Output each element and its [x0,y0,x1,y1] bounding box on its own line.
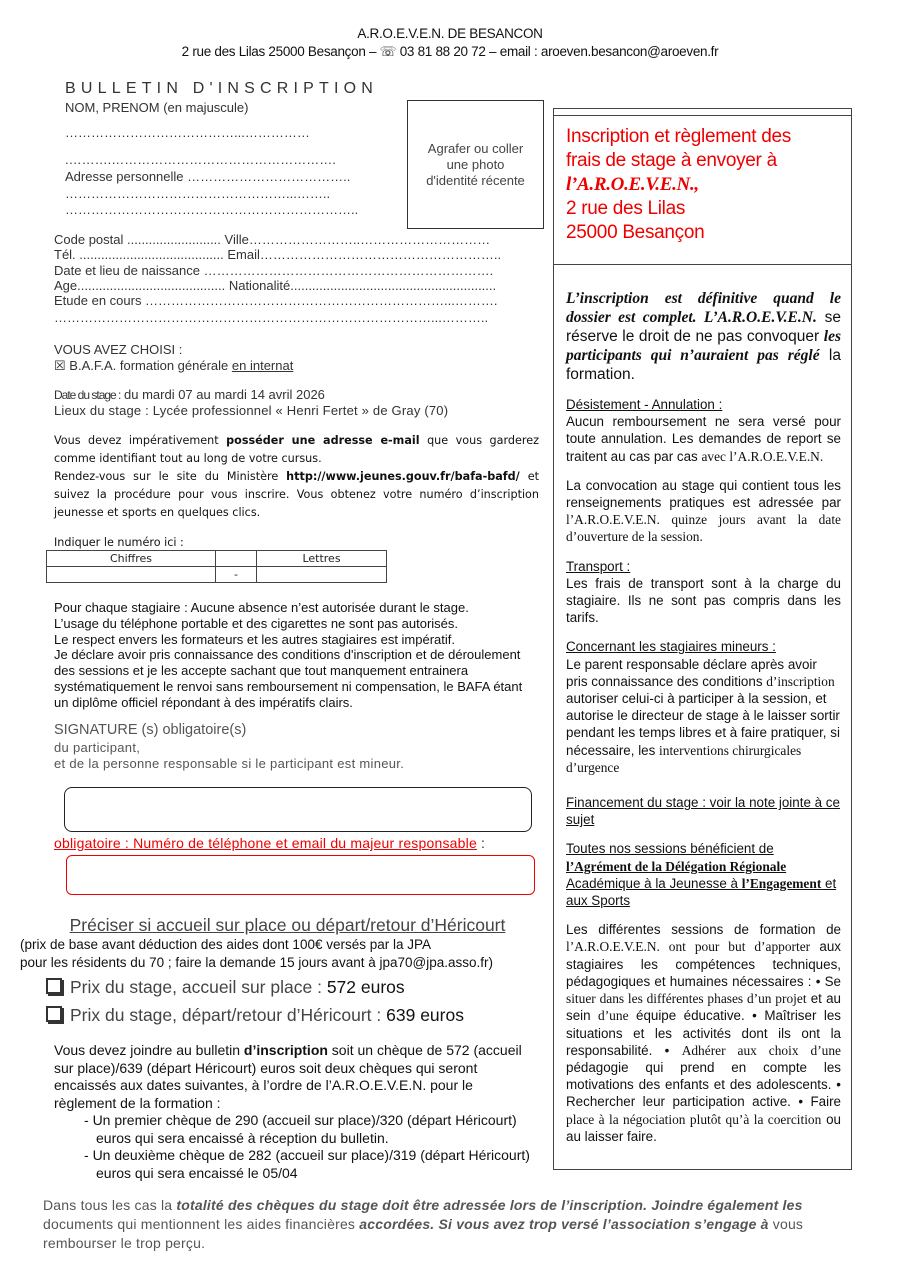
study-line-2[interactable]: ……………………………………………………………………………...……….. [54,310,489,325]
org-address: 2 rue des Lilas 25000 Besançon [181,44,366,59]
col-lettres: Lettres [257,551,387,567]
text-segment: d’inscription [243,1042,328,1058]
text-segment: L’inscription est définitive quand le dossier est complet. L’A.R.O.E.V.E.N. [566,290,841,326]
send-to-org: l’A.R.O.E.V.E.N., [566,174,699,195]
org-name: A.R.O.E.V.E.N. DE BESANCON [357,26,543,41]
text-segment: les participants qui n’auraient pas réglé [566,328,841,364]
signature-box[interactable] [64,787,532,832]
rule: L’usage du téléphone portable et des cigarettes ne sont pas autorisés. [54,615,459,631]
mandatory-note [54,835,485,851]
address-line-3[interactable]: ………………………………………………………….. [65,202,359,217]
signature-line-1: du participant, [54,740,141,755]
text-segment: Vous devez joindre au bulletin [54,1042,244,1058]
send-to-city: 25000 Besançon [566,222,705,243]
name-label: NOM, PRENOM (en majuscule) [65,100,249,115]
rules-block [54,600,539,711]
price-option-onsite[interactable] [46,977,405,998]
mandatory-text: obligatoire : Numéro de téléphone et email du majeur responsable [54,835,477,851]
text-segment: d’une [598,1008,629,1024]
payment-item: - Un deuxième chèque de 282 (accueil sur place)/319 (départ Héricourt) euros qui sera encaissé le 05/04 [96,1147,534,1182]
minors-text [566,656,841,776]
org-email[interactable]: aroeven.besancon@aroeven.fr [540,44,719,59]
text-segment: Adhérer aux choix d’une [681,1042,841,1058]
pricing-note-2: pour les résidents du 70 ; faire la demande 15 jours avant à jpa70@jpa.asso.fr) [20,954,493,970]
org-phone: 03 81 88 20 72 [399,44,486,59]
birth-field[interactable]: Date et lieu de naissance …………………………………………………………. [54,263,494,278]
footer-note [43,1196,858,1253]
text-segment: Les différentes sessions de formation de [566,922,841,938]
photo-box [407,100,544,229]
email-notice-2 [54,468,539,522]
choice-heading: VOUS AVEZ CHOISI : [54,342,183,357]
choice-label-underlined: en internat [231,358,294,373]
text-segment: soit un chèque de 572 (accueil sur place)/639 (départ Héricourt) euros soit deux chèques qui seront encaissés aux dates suivantes, à l’ordre de l’A.R.O.E.V.E.N. pour le règlement de la formation : [54,1042,522,1111]
text-segment: Aucun remboursement ne sera versé pour toute annulation. Les demandes de report se traitent au cas par cas [566,414,841,464]
payment-block [54,1042,534,1182]
signature-subtitle [54,740,404,772]
desist-title: Désistement - Annulation : [566,397,723,412]
text-segment: l’Engagement [741,875,822,891]
sessions-text [566,921,841,1145]
price-value: 572 euros [326,977,405,997]
convocation-text [566,477,841,546]
transport-text: Les frais de transport sont à la charge du stagiaire. Ils ne sont pas compris dans les tarifs. [566,575,841,626]
telephone-icon: ☏ [379,44,397,59]
text-segment: La convocation au stage qui contient tous les renseignements pratiques est adressée par [566,477,841,511]
checked-box-icon[interactable]: ☒ [54,358,66,373]
text-segment: accordées. Si vous avez trop versé l’association s’engage à [359,1216,769,1232]
funding-note: Financement du stage : voir la note jointe à ce sujet [566,795,840,828]
text-segment: l’A.R.O.E.V.E.N. quinze jours avant la date d’ouverture de la session. [566,512,841,545]
text-segment: d’inscription [766,673,835,689]
send-to-block [554,115,851,265]
text-segment: la formation. [566,347,841,383]
info-body [566,289,841,1157]
name-field-2[interactable]: .……….……………………………………………. [65,152,336,167]
text-segment: l’A.R.O.E.V.E.N. ont pour but d’apporter [566,939,811,955]
text-segment: vous rembourser le trop perçu. [43,1216,804,1251]
mandatory-colon: : [476,835,486,851]
stage-date-label: Date du stage : [54,388,121,402]
text-segment: totalité des chèques du stage doit être adressée lors de l’inscription. Joindre également les [176,1197,803,1213]
col-empty [216,551,257,567]
chiffres-input[interactable] [47,567,216,583]
email-notice-1 [54,432,539,468]
text-segment: se réserve le droit de ne pas convoquer [566,309,841,345]
choice-option [54,358,293,374]
form-title: BULLETIN D'INSCRIPTION [65,80,379,97]
price-option-hericourt[interactable] [46,1005,464,1026]
text-segment: Rendez-vous sur le site du Ministère [54,470,287,483]
checkbox-icon[interactable] [46,978,62,994]
text-segment: autoriser celui-ci à participer à la session, et autorise le directeur de stage à le laisser sortir pendant les temps libres et à faire pratiquer, si nécessaire, les [566,691,840,758]
text-segment: Vous devez impérativement [54,434,227,447]
text-segment: Toutes nos sessions bénéficient de [566,841,774,857]
rule: Je déclare avoir pris connaissance des conditions d'inscription et de déroulement des sessions et je les accepte sachant que tout manquement entrainera systématiquement le renvoi sans remboursement ni compensation, le BAFA étant un diplôme officiel répondant à des impératifs clairs. [54,647,523,710]
pricing-note [20,936,493,971]
rule: Pour chaque stagiaire : Aucune absence n’est autorisée durant le stage. [54,600,469,615]
info-column [553,108,852,1170]
price-label: Prix du stage, départ/retour d’Héricourt : [70,1005,382,1025]
text-segment: Académique à la Jeunesse à [566,875,742,891]
pricing-note-1: (prix de base avant déduction des aides dont 100€ versés par la JPA [20,937,432,952]
text-segment: aux stagiaires les compétences techniques, pédagogiques et humaines nécessaires : • Se [566,939,842,989]
number-table [46,550,387,583]
postal-city-field[interactable]: Code postal .......................... Ville……………………..………………………… [54,232,491,247]
text-segment: interventions chirurgicales d’urgence [566,742,802,775]
text-segment: et au sein [566,991,841,1024]
checkbox-icon[interactable] [46,1006,62,1022]
text-segment: l’Agrément de la Délégation Régionale [566,858,787,874]
text-segment: équipe éducative. • Maîtriser les situations et les activités dont ils ont la responsabilité. • [566,1008,841,1058]
age-nationality-field[interactable]: Age......................................... Nationalité......................................................... [54,278,497,293]
text-segment: avec l’A.R.O.E.V.E.N. [701,448,824,464]
signature-title: SIGNATURE (s) obligatoire(s) [54,722,247,738]
stage-date-value: du mardi 07 au mardi 14 avril 2026 [124,387,325,402]
send-to-street: 2 rue des Lilas [566,198,686,219]
rule: Le respect envers les formateurs et les autres stagiaires est impératif. [54,631,456,647]
price-value: 639 euros [386,1005,464,1025]
photo-instruction: Agrafer ou coller une photo d'identité récente [426,140,525,188]
guardian-contact-box[interactable] [66,855,535,895]
name-field-1[interactable]: …………………………………...…………… [65,125,310,140]
pricing-heading: Préciser si accueil sur place ou départ/retour d’Héricourt [69,915,506,935]
text-segment: et suivez la procédure pour vous inscrire. Vous obtenez votre numéro d’inscription jeunesse et sports en quelques clics. [54,470,540,519]
stage-date [54,387,325,404]
address-line-2[interactable]: ……………………………………………...…….. [65,186,331,201]
definitive-note [566,289,841,384]
text-segment: posséder une adresse e-mail [226,434,420,447]
study-field[interactable]: Etude en cours ……………………………………………………………...………. [54,293,498,308]
col-chiffres: Chiffres [47,551,216,567]
price-label: Prix du stage, accueil sur place : [70,977,322,997]
text-segment: situer dans les différentes phases d’un projet [566,991,807,1007]
minors-title: Concernant les stagiaires mineurs : [566,639,776,655]
transport-title: Transport : [566,558,631,574]
text-segment: pédagogie qui prend en compte les motivations des enfants et des adolescents. • Rechercher leur participation active. • Faire [566,1059,841,1110]
send-to-line: frais de stage à envoyer à [566,150,777,171]
lettres-input[interactable] [257,567,387,583]
number-label: Indiquer le numéro ici : [54,536,184,549]
text-segment: ou au laisser faire. [566,1111,841,1144]
signature-line-2: et de la personne responsable si le participant est mineur. [54,756,405,771]
separator: - [216,567,257,583]
payment-item: - Un premier chèque de 290 (accueil sur place)/320 (départ Héricourt) euros qui sera encaissé à réception du bulletin. [96,1112,534,1147]
text-segment: Le parent responsable déclare après avoir pris connaissance des conditions [566,656,817,689]
stage-place: Lieux du stage : Lycée professionnel « Henri Fertet » de Gray (70) [54,403,449,418]
agrement-note [566,840,841,909]
desist-text [566,413,841,465]
payment-intro [54,1042,534,1112]
choice-label: B.A.F.A. formation générale [69,358,229,373]
text-segment: et aux Sports [566,875,837,909]
text-segment: que vous garderez comme identifiant tout au long de votre cursus. [54,434,539,465]
address-field[interactable]: Adresse personnelle ……………………………….. [65,169,351,184]
text-segment: http://www.jeunes.gouv.fr/bafa-bafd/ [286,470,520,483]
text-segment: documents qui mentionnent les aides financières [43,1216,360,1232]
text-segment: place à la négociation plutôt qu’à la coercition [566,1111,822,1127]
org-contact: 2 rue des Lilas 25000 Besançon – ☏ 03 81 88 20 72 – email : aroeven.besancon@aroeven.fr [181,44,719,59]
text-segment: Dans tous les cas la [43,1197,177,1213]
send-to-line: Inscription et règlement des [566,126,791,147]
email-label: email : [499,44,538,59]
tel-email-field[interactable]: Tél. ........................................ Email……………………………………………….. [54,247,502,262]
